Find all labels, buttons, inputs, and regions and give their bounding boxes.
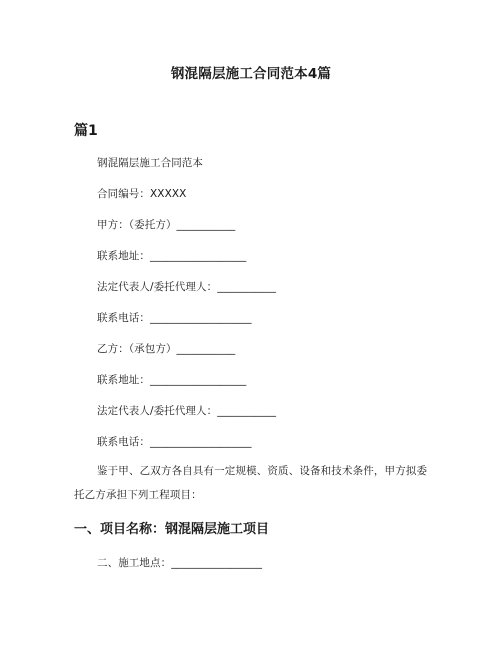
- section-heading: 篇1: [74, 123, 98, 139]
- contract-number-line: 合同编号：XXXXX: [97, 188, 187, 200]
- party-a-phone-line: 联系电话：___________________: [97, 312, 252, 324]
- party-a-address-line: 联系地址：__________________: [97, 250, 247, 262]
- party-a-line: 甲方：（委托方）___________: [97, 219, 236, 231]
- intro-paragraph: 鉴于甲、乙双方各自具有一定规模、资质、设备和技术条件，甲方拟委托乙方承担下列工程项目：: [74, 465, 428, 501]
- party-b-representative-line: 法定代表人/委托代理人：___________: [97, 405, 277, 417]
- party-b-address-line: 联系地址：__________________: [97, 374, 247, 386]
- party-b-phone-line: 联系电话：___________________: [97, 436, 252, 448]
- document-title: 钢混隔层施工合同范本4篇: [170, 66, 332, 82]
- party-a-representative-line: 法定代表人/委托代理人：___________: [97, 281, 277, 293]
- contract-name-line: 钢混隔层施工合同范本: [97, 157, 203, 169]
- party-b-line: 乙方：（承包方）___________: [97, 343, 236, 355]
- construction-site-line: 二、施工地点：_________________: [97, 557, 263, 569]
- item-heading: 一、项目名称：钢混隔层施工项目: [74, 522, 270, 537]
